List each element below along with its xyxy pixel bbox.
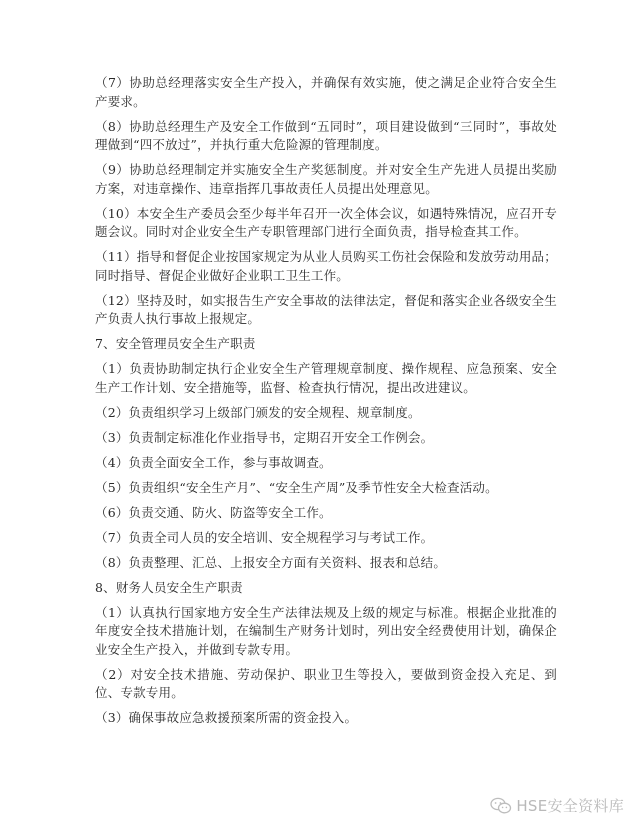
document-body — [95, 74, 557, 734]
section-heading-finance: 8、财务人员安全生产职责 — [95, 579, 243, 595]
paragraph-officer-8: （8）负责整理、汇总、上报安全方面有关资料、报表和总结。 — [95, 554, 447, 570]
watermark-text: HSE安全资料库 — [516, 797, 624, 815]
paragraph-officer-1: （1）负责协助制定执行企业安全生产管理规章制度、操作规程、应急预案、安全生产工作计划、安全措施等，监督、检查执行情况，提出改进建议。 — [95, 361, 557, 395]
paragraph-item-7: （7）协助总经理落实安全生产投入，并确保有效实施，使之满足企业符合安全生产要求。 — [95, 75, 557, 109]
paragraph-finance-1: （1）认真执行国家地方安全生产法律法规及上级的规定与标准。根据企业批准的年度安全技术措施计划，在编制生产财务计划时，列出安全经费使用计划，确保企业安全生产投入，并做到专款专用。 — [95, 604, 557, 657]
paragraph-item-11: （11）指导和督促企业按国家规定为从业人员购买工伤社会保险和发放劳动用品；同时指导、督促企业做好企业职工卫生工作。 — [95, 249, 557, 283]
paragraph-officer-4: （4）负责全面安全工作，参与事故调查。 — [95, 454, 332, 470]
paragraph-item-8: （8）协助总经理生产及安全工作做到“五同时”，项目建设做到“三同时”，事故处理做到“四不放过”，并执行重大危险源的管理制度。 — [95, 118, 557, 152]
paragraph-officer-5: （5）负责组织“安全生产月”、“安全生产周”及季节性安全大检查活动。 — [95, 479, 498, 495]
paragraph-finance-3: （3）确保事故应急救援预案所需的资金投入。 — [95, 710, 358, 725]
paragraph-item-9: （9）协助总经理制定并实施安全生产奖惩制度。并对安全生产先进人员提出奖励方案，对违章操作、违章指挥几事故责任人员提出处理意见。 — [95, 162, 557, 196]
paragraph-item-10: （10）本安全生产委员会至少每半年召开一次全体会议，如遇特殊情况，应召开专题会议。同时对企业安全生产专职管理部门进行全面负责，指导检查其工作。 — [95, 205, 557, 239]
wechat-icon — [490, 797, 512, 815]
watermark — [490, 795, 624, 816]
section-heading-safety-officer: 7、安全管理员安全生产职责 — [95, 336, 256, 351]
paragraph-officer-7: （7）负责全司人员的安全培训、安全规程学习与考试工作。 — [95, 529, 434, 545]
paragraph-officer-3: （3）负责制定标准化作业指导书，定期召开安全工作例会。 — [95, 429, 434, 445]
paragraph-item-12: （12）坚持及时，如实报告生产安全事故的法律法定，督促和落实企业各级安全生产负责人执行事故上报规定。 — [95, 292, 557, 326]
paragraph-finance-2: （2）对安全技术措施、劳动保护、职业卫生等投入，要做到资金投入充足、到位、专款专用。 — [95, 666, 557, 700]
paragraph-officer-2: （2）负责组织学习上级部门颁发的安全规程、规章制度。 — [95, 404, 421, 420]
paragraph-officer-6: （6）负责交通、防火、防盗等安全工作。 — [95, 504, 332, 520]
